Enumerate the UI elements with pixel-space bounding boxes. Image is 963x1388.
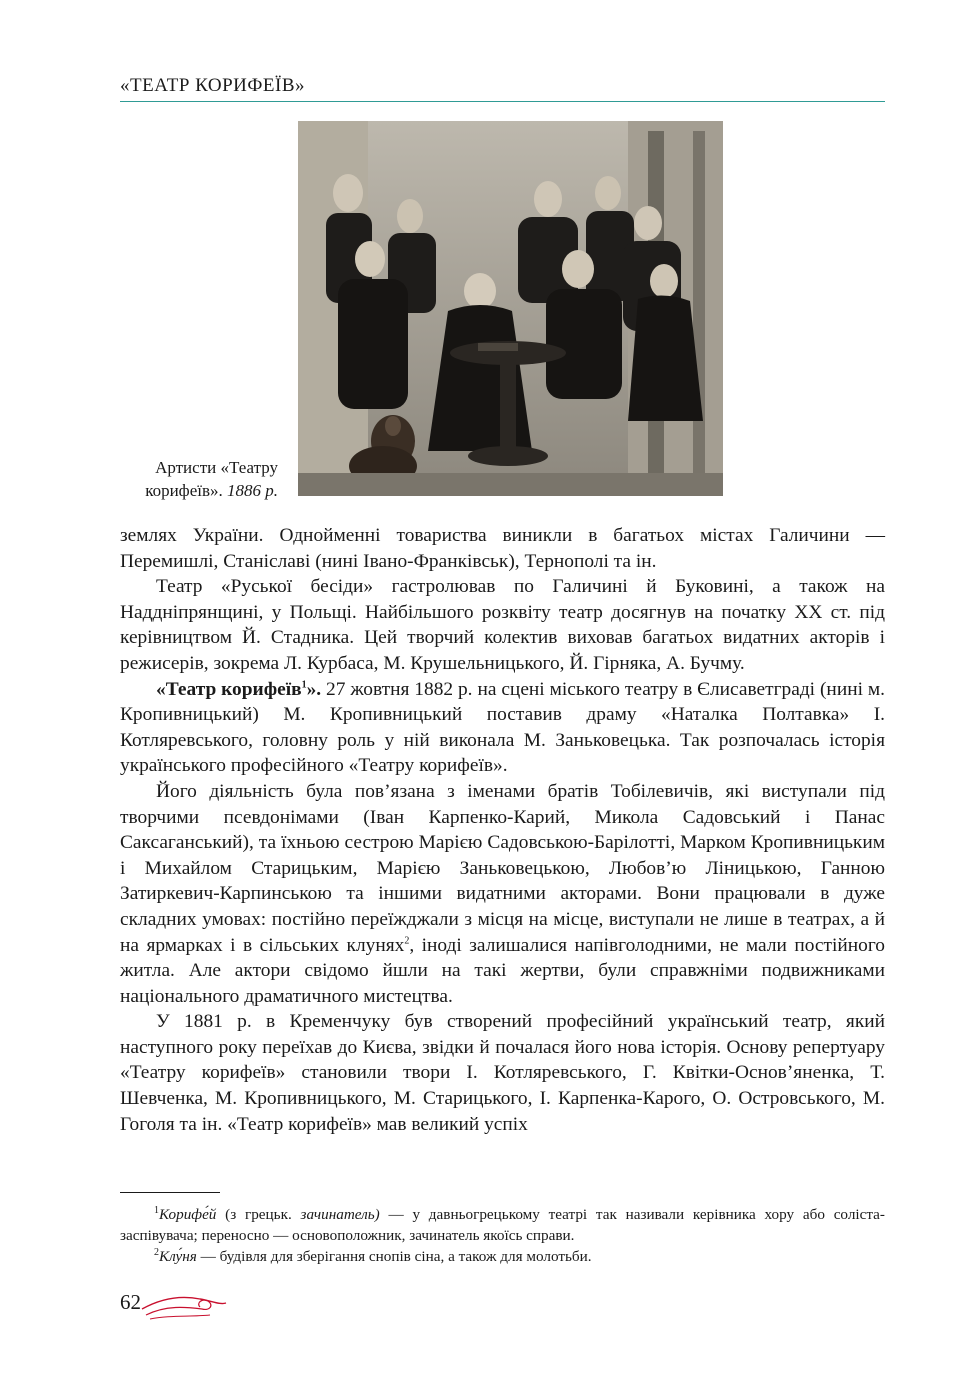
footnote-1-gloss: зачинатель) bbox=[300, 1206, 380, 1223]
running-header: «ТЕАТР КОРИФЕЇВ» bbox=[120, 75, 306, 96]
paragraph-4 bbox=[120, 779, 885, 1009]
footnotes bbox=[120, 1204, 885, 1267]
footnote-divider bbox=[120, 1192, 220, 1193]
caption-text: Артисти «Театру корифеїв». bbox=[145, 458, 278, 500]
page-number: 62 bbox=[120, 1290, 141, 1314]
footnote-1 bbox=[120, 1204, 885, 1246]
paragraph-2: Театр «Руської бесіди» гастролював по Галичині й Буковині, а також на Наддніпрянщині, у Польщі. Найбільшого розквіту театр досягнув на початку XX ст. під керівництвом Й. Стадника. Цей творчий колектив виховав багатьох видатних акторів і режисерів, зокрема Л. Курбаса, М. Крушельницького, Й. Гірняка, А. Бучму. bbox=[120, 576, 885, 674]
paragraph-3 bbox=[120, 677, 885, 779]
footnote-2-term: Клу́ня bbox=[159, 1248, 197, 1265]
paragraph-5: У 1881 р. в Кременчуку був створений професійний український театр, який наступного року переїхав до Києва, звідки й почалася його нова історія. Основу репертуару «Театру корифеїв» становили твори І. Котляревського, Г. Квітки-Основ’яненка, Т. Шевченка, М. Кропивницького, М. Старицького, І. Карпенка-Карого, О. Островського, М. Гоголя та ін. «Театр корифеїв» мав великий успіх bbox=[120, 1011, 885, 1135]
figure-caption bbox=[112, 456, 278, 502]
paragraph-1: землях України. Однойменні товариства виникли в багатьох містах Галичини — Перемишлі, Станіславі (нині Івано-Франківськ), Тернополі та ін. bbox=[120, 525, 885, 572]
paragraph-4-part-b: , іноді залишалися напівголодними, не мали постійного житла. Але актори свідомо йшли на такі жертви, були справжніми подвижниками національного драматичного мистецтва. bbox=[120, 934, 885, 1007]
footnote-1-paren: (з грецьк. bbox=[216, 1206, 301, 1223]
paragraph-3-text: 27 жовтня 1882 р. на сцені міського театру в Єлисаветграді (нині м. Кропивницький) М. Кропивницький поставив драму «Наталка Полтавка» І. Котляревського, головну роль у ній виконала М. Заньковецька. Так розпочалась історія українського професійного «Театру корифеїв». bbox=[120, 678, 885, 777]
footnote-1-text: — у давньогрецькому театрі так називали керівника хору або соліста-заспівувача; переносно — основоположник, зачинатель якоїсь справи. bbox=[120, 1206, 885, 1244]
footnote-1-term: Корифе́й bbox=[159, 1206, 217, 1223]
paragraph-4-part-a: Його діяльність була пов’язана з іменами братів Тобілевичів, які виступали під творчими псевдонімами (Іван Карпенко-Карий, Микола Садовський і Панас Саксаганський), та їхньою сестрою Марією Садовською-Барілотті, Марком Кропивницьким і Михайлом Старицьким, Марією Заньковецькою, Любов’ю Ліницькою, Ганною Затиркевич-Карпинською та іншими видатними акторами. Вони працювали в дуже складних умовах: постійно переїжджали з місця на місце, виступали не лише в театрах, а й на ярмарках і в сільських клунях bbox=[120, 780, 885, 956]
decorative-flourish-icon bbox=[140, 1289, 230, 1325]
footnote-ref-1: 1 bbox=[301, 679, 307, 691]
footnote-ref-2: 2 bbox=[404, 935, 410, 947]
footnote-2-text: — будівля для зберігання снопів сіна, а також для молотьби. bbox=[196, 1248, 592, 1265]
section-heading-text: «Театр корифеїв bbox=[156, 678, 302, 700]
header-divider bbox=[120, 101, 885, 102]
footnote-2-number: 2 bbox=[154, 1246, 159, 1258]
footnote-1-number: 1 bbox=[154, 1204, 159, 1216]
photo-illustration bbox=[298, 121, 723, 496]
footnote-2 bbox=[120, 1246, 885, 1267]
section-heading bbox=[156, 679, 321, 700]
main-text bbox=[120, 523, 885, 1137]
photo-actors-group bbox=[298, 121, 723, 496]
caption-date: 1886 р. bbox=[227, 481, 278, 500]
section-heading-end: ». bbox=[306, 678, 322, 700]
